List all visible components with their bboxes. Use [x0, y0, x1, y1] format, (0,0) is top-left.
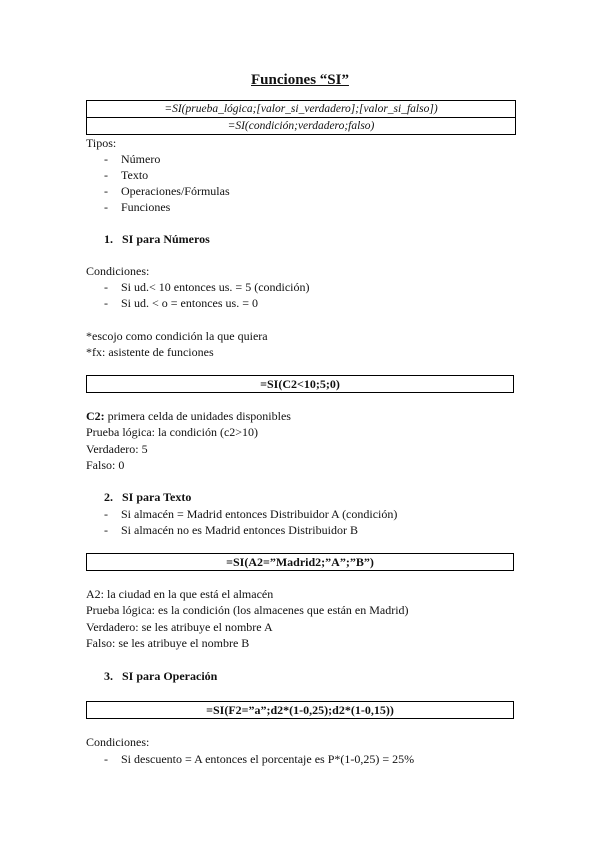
- syntax-row-full: =SI(prueba_lógica;[valor_si_verdadero];[valor_si_falso]): [164, 103, 438, 115]
- conditions-label: Condiciones:: [86, 264, 150, 278]
- tipos-item-text: Funciones: [121, 200, 171, 214]
- condition-item: [104, 522, 358, 538]
- explain-text: primera celda de unidades disponibles: [104, 409, 291, 423]
- explain-line: Prueba lógica: es la condición (los almacenes que están en Madrid): [86, 603, 409, 617]
- tipos-item: [104, 151, 160, 167]
- explain-line: Falso: se les atribuye el nombre B: [86, 636, 250, 650]
- bullet-dash: -: [104, 168, 108, 182]
- explain-line: [86, 408, 291, 424]
- bullet-dash: -: [104, 752, 108, 766]
- condition-text: Si descuento = A entonces el porcentaje es P*(1-0,25) = 25%: [121, 752, 415, 766]
- section-heading-texto: [104, 488, 191, 506]
- condition-item: [104, 506, 397, 522]
- page-title: Funciones “SI”: [251, 72, 349, 88]
- syntax-table: [86, 100, 516, 135]
- conditions-label: Condiciones:: [86, 735, 150, 749]
- explain-line: Verdadero: se les atribuye el nombre A: [86, 620, 273, 634]
- formula-box-numeros: =SI(C2<10;5;0): [86, 375, 514, 393]
- condition-item: [104, 295, 258, 311]
- tipos-item-text: Texto: [121, 168, 149, 182]
- tipos-item: [104, 199, 170, 215]
- tipos-item: [104, 183, 230, 199]
- bullet-dash: -: [104, 523, 108, 537]
- bullet-dash: -: [104, 200, 108, 214]
- section-number: 2.: [104, 490, 113, 504]
- section-heading-numeros: [104, 230, 210, 248]
- explain-key: C2:: [86, 409, 105, 423]
- condition-text: Si ud.< 10 entonces us. = 5 (condición): [121, 280, 310, 294]
- condition-text: Si almacén no es Madrid entonces Distribuidor B: [121, 523, 358, 537]
- formula-box-operacion: =SI(F2=”a”;d2*(1-0,25);d2*(1-0,15)): [86, 701, 514, 719]
- bullet-dash: -: [104, 296, 108, 310]
- note-line: *escojo como condición la que quiera: [86, 329, 268, 343]
- tipos-item: [104, 167, 148, 183]
- section-title: SI para Números: [122, 232, 210, 246]
- bullet-dash: -: [104, 152, 108, 166]
- condition-item: [104, 279, 310, 295]
- condition-text: Si ud. < o = entonces us. = 0: [121, 296, 258, 310]
- explain-line: Falso: 0: [86, 458, 125, 472]
- section-title: SI para Texto: [122, 490, 192, 504]
- bullet-dash: -: [104, 184, 108, 198]
- section-number: 1.: [104, 232, 113, 246]
- explain-line: A2: la ciudad en la que está el almacén: [86, 587, 274, 601]
- bullet-dash: -: [104, 507, 108, 521]
- note-line: *fx: asistente de funciones: [86, 345, 214, 359]
- tipos-label: Tipos:: [86, 136, 117, 150]
- explain-line: Verdadero: 5: [86, 442, 148, 456]
- syntax-row-short: =SI(condición;verdadero;falso): [87, 117, 515, 134]
- tipos-item-text: Número: [121, 152, 161, 166]
- section-heading-operacion: [104, 667, 217, 685]
- bullet-dash: -: [104, 280, 108, 294]
- explain-line: Prueba lógica: la condición (c2>10): [86, 425, 259, 439]
- section-title: SI para Operación: [122, 669, 218, 683]
- condition-item: [104, 751, 414, 767]
- formula-box-texto: =SI(A2=”Madrid2;”A”;”B”): [86, 553, 514, 571]
- tipos-item-text: Operaciones/Fórmulas: [121, 184, 230, 198]
- section-number: 3.: [104, 669, 113, 683]
- condition-text: Si almacén = Madrid entonces Distribuidor A (condición): [121, 507, 398, 521]
